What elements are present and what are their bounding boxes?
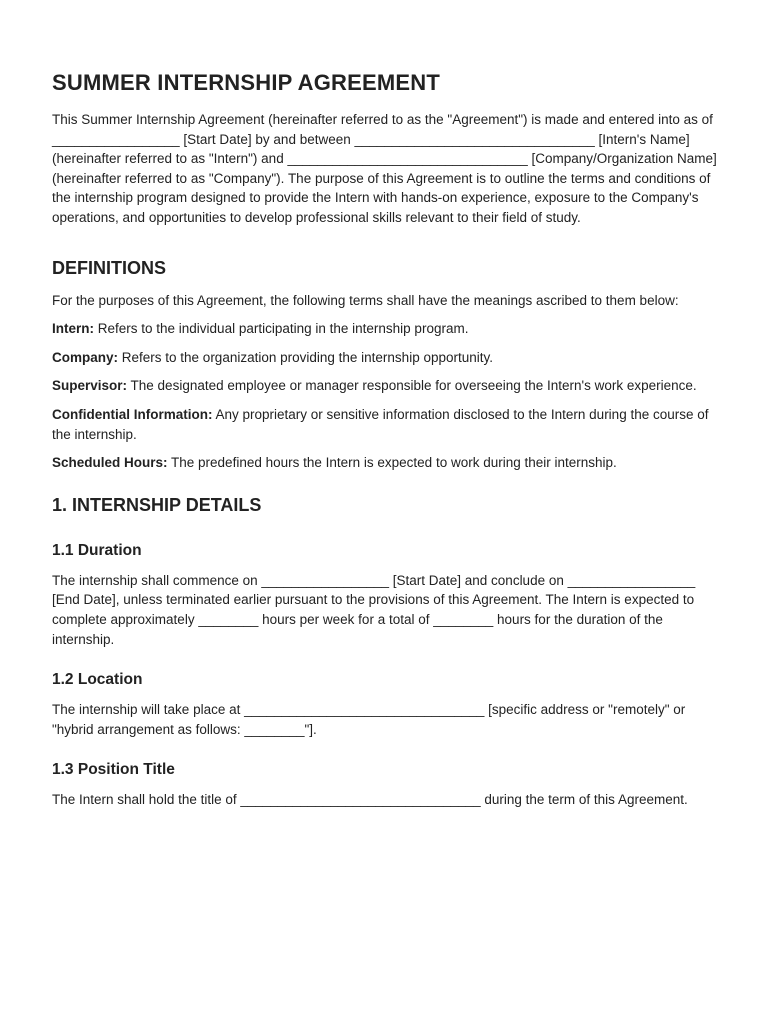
- definition-term: Supervisor:: [52, 378, 128, 394]
- definition-term: Intern:: [52, 321, 94, 337]
- definition-text: Refers to the individual participating in the internship program.: [94, 321, 469, 337]
- location-heading: 1.2 Location: [52, 671, 143, 689]
- definition-term: Confidential Information:: [52, 406, 213, 422]
- definition-company: [52, 348, 718, 368]
- definition-text: The predefined hours the Intern is expected to work during their internship.: [167, 455, 617, 471]
- position-title-heading: 1.3 Position Title: [52, 761, 175, 779]
- definitions-list: [52, 319, 718, 473]
- definition-scheduled-hours: [52, 453, 718, 473]
- document-title: SUMMER INTERNSHIP AGREEMENT: [52, 70, 440, 95]
- definition-confidential-information: [52, 405, 718, 444]
- intro-paragraph: This Summer Internship Agreement (hereinafter referred to as the "Agreement") is made and entered into as of _________________ [Start Date] by and between ________________________________ [Intern's Name] (hereinafter referred to as "Intern") and ________________________________ [Company/Organization Name] (hereinafter referred to as "Company"). The purpose of this Agreement is to outline the terms and conditions of the internship program designed to provide the Intern with hands-on experience, exposure to the Company's operations, and opportunities to develop professional skills relevant to their field of study.: [52, 112, 717, 225]
- definition-text: Refers to the organization providing the internship opportunity.: [118, 349, 493, 365]
- internship-details-heading: 1. INTERNSHIP DETAILS: [52, 494, 262, 515]
- definition-supervisor: [52, 376, 718, 396]
- location-paragraph: The internship will take place at ________________________________ [specific address or "remotely" or "hybrid arrangement as follows: ________"].: [52, 702, 686, 737]
- definition-term: Company:: [52, 349, 119, 365]
- duration-paragraph: The internship shall commence on _________________ [Start Date] and conclude on _________________ [End Date], unless terminated earlier pursuant to the provisions of this Agreement. The Intern is expected to complete approximately ________ hours per week for a total of ________ hours for the duration of the internship.: [52, 572, 696, 647]
- position-title-paragraph: The Intern shall hold the title of ________________________________ during the term of this Agreement.: [52, 792, 688, 808]
- document-page: [52, 70, 718, 810]
- duration-heading: 1.1 Duration: [52, 541, 142, 559]
- definition-text: The designated employee or manager responsible for overseeing the Intern's work experience.: [127, 378, 697, 394]
- definitions-lead: For the purposes of this Agreement, the following terms shall have the meanings ascribed to them below:: [52, 292, 679, 308]
- definition-intern: [52, 319, 718, 339]
- definition-text: Any proprietary or sensitive information disclosed to the Intern during the course of the internship.: [52, 406, 709, 442]
- definitions-heading: DEFINITIONS: [52, 257, 167, 278]
- definition-term: Scheduled Hours:: [52, 455, 168, 471]
